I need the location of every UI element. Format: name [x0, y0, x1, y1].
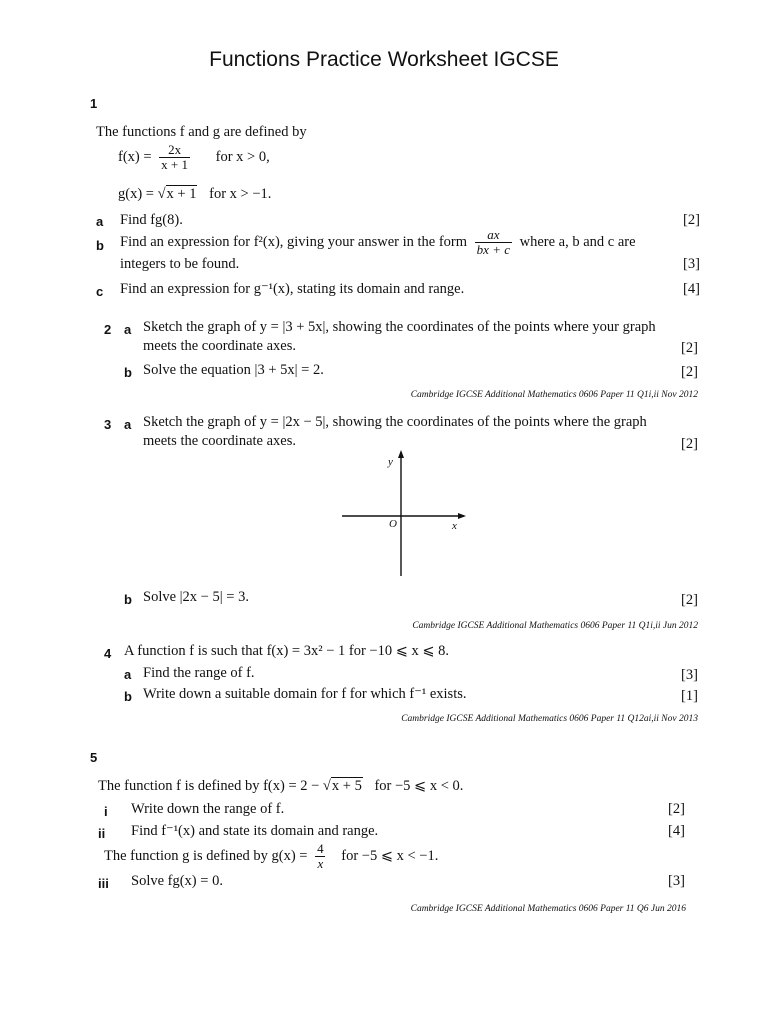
q1b-text: Find an expression for f²(x), giving your answer in the form $\frac{ax}{bx + c}$ where a, b and c are: [120, 227, 636, 257]
q1-f-fraction: $\frac{2x}{x + 1}$: [161, 142, 189, 172]
q3b-text: Solve |2x − 5| = 3.: [143, 589, 249, 605]
q4b-label: b: [124, 689, 132, 704]
q5iii-marks: [3]: [668, 873, 685, 889]
question-1-number: 1: [90, 96, 98, 111]
q1b-text-cont: integers to be found.: [120, 256, 240, 272]
q5ii-label: ii: [98, 826, 106, 841]
q1a-marks: [2]: [683, 212, 700, 228]
q4-source: Cambridge IGCSE Additional Mathematics 0606 Paper 11 Q12ai,ii Nov 2013: [401, 714, 698, 724]
q3b-label: b: [124, 592, 132, 607]
axes-diagram: [340, 448, 470, 580]
q5i-text: Write down the range of f.: [131, 801, 285, 817]
axis-y-label: y: [388, 456, 393, 468]
q4b-text: Write down a suitable domain for f for which f⁻¹ exists.: [143, 686, 467, 702]
q3a-text-cont: meets the coordinate axes.: [143, 433, 296, 449]
q1b-marks: [3]: [683, 256, 700, 272]
q5ii-marks: [4]: [668, 823, 685, 839]
q2b-marks: [2]: [681, 364, 698, 380]
q4a-marks: [3]: [681, 667, 698, 683]
page-title: Functions Practice Worksheet IGCSE: [209, 48, 559, 71]
q1c-marks: [4]: [683, 281, 700, 297]
q1a-label: a: [96, 214, 104, 229]
q3b-marks: [2]: [681, 592, 698, 608]
question-4-number: 4: [104, 646, 112, 661]
q5-f-definition: The function f is defined by f(x) = 2 − √x + 5 for −5 ⩽ x < 0.: [98, 778, 464, 794]
q2b-text: Solve the equation |3 + 5x| = 2.: [143, 362, 324, 378]
q1-g-definition: g(x) = √x + 1 for x > −1.: [118, 186, 272, 202]
q1b-fraction: $\frac{ax}{bx + c}$: [476, 227, 510, 257]
q3a-marks: [2]: [681, 436, 698, 452]
q2a-text-cont: meets the coordinate axes.: [143, 338, 296, 354]
q1a-text: Find fg(8).: [120, 212, 183, 228]
q1c-text: Find an expression for g⁻¹(x), stating its domain and range.: [120, 281, 465, 297]
q3-coordinate-axes: [340, 448, 470, 580]
question-2-number: 2: [104, 322, 112, 337]
q3a-label: a: [124, 417, 132, 432]
q1-intro: The functions f and g are defined by: [96, 124, 307, 140]
question-3-number: 3: [104, 417, 112, 432]
q1b-label: b: [96, 238, 104, 253]
axis-x-label: x: [452, 520, 457, 532]
q3a-text: Sketch the graph of y = |2x − 5|, showing the coordinates of the points where the graph: [143, 414, 647, 430]
q4a-text: Find the range of f.: [143, 665, 255, 681]
q5iii-label: iii: [98, 876, 109, 891]
q5i-label: i: [104, 804, 108, 819]
q1-f-definition: f(x) = $\frac{2x}{x + 1}$ for x > 0,: [118, 142, 270, 172]
q1c-label: c: [96, 284, 104, 299]
q3-source: Cambridge IGCSE Additional Mathematics 0606 Paper 11 Q1i,ii Jun 2012: [412, 621, 698, 631]
q5i-marks: [2]: [668, 801, 685, 817]
q5-g-definition: The function g is defined by g(x) = $\frac{4}{x}$ for −5 ⩽ x < −1.: [104, 841, 439, 871]
q4b-marks: [1]: [681, 688, 698, 704]
q2-source: Cambridge IGCSE Additional Mathematics 0606 Paper 11 Q1i,ii Nov 2012: [410, 390, 698, 400]
q2a-label: a: [124, 322, 132, 337]
q2a-text: Sketch the graph of y = |3 + 5x|, showing the coordinates of the points where your graph: [143, 319, 656, 335]
q2b-label: b: [124, 365, 132, 380]
question-5-number: 5: [90, 750, 98, 765]
origin-label: O: [389, 518, 397, 530]
q2a-marks: [2]: [681, 340, 698, 356]
q5ii-text: Find f⁻¹(x) and state its domain and range.: [131, 823, 379, 839]
q5iii-text: Solve fg(x) = 0.: [131, 873, 223, 889]
q4-intro: A function f is such that f(x) = 3x² − 1 for −10 ⩽ x ⩽ 8.: [124, 643, 450, 659]
q5-g-fraction: $\frac{4}{x}$: [317, 841, 324, 871]
q5-source: Cambridge IGCSE Additional Mathematics 0606 Paper 11 Q6 Jun 2016: [410, 904, 686, 914]
q4a-label: a: [124, 667, 132, 682]
